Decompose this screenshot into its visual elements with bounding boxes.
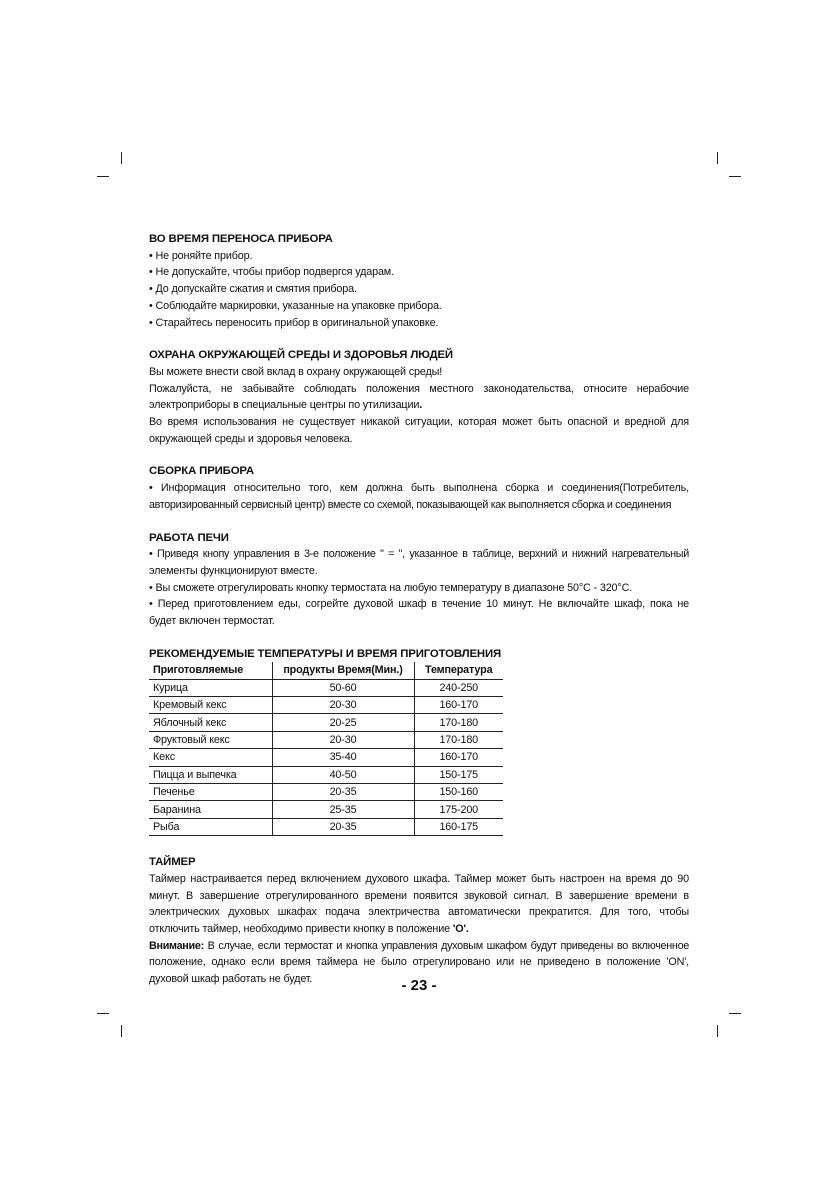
paragraph-line: Вы можете внести свой вклад в охрану окружающей среды! <box>149 365 443 378</box>
dish-cell: Пицца и выпечка <box>149 766 272 783</box>
cooking-table <box>149 662 503 836</box>
paragraph-line <box>149 938 689 955</box>
paragraph-line <box>149 397 689 414</box>
warning-label: Внимание: <box>149 939 204 952</box>
paragraph-text: В случае, если термостат и кнопка управления духовым шкафом будут приведены во включенное <box>203 939 689 952</box>
column-header: Приготовляемые <box>149 662 272 679</box>
table-row <box>149 714 503 731</box>
column-header: продукты Время(Мин.) <box>272 662 414 679</box>
section-heading: РЕКОМЕНДУЕМЫЕ ТЕМПЕРАТУРЫ И ВРЕМЯ ПРИГОТОВЛЕНИЯ <box>149 647 502 660</box>
time-cell: 40-50 <box>272 766 414 783</box>
section-heading: ОХРАНА ОКРУЖАЮЩЕЙ СРЕДЫ И ЗДОРОВЬЯ ЛЮДЕЙ <box>149 349 453 362</box>
dish-cell: Печенье <box>149 784 272 801</box>
table-row <box>149 697 503 714</box>
section-operation <box>149 530 689 630</box>
paragraph-text: электроприборы в специальные центры по утилизации <box>149 399 420 412</box>
table-body <box>149 679 503 836</box>
paragraph-line: • Вы сможете отрегулировать кнопку термостата на любую температуру в диапазоне 50°C - 320°C. <box>149 581 633 594</box>
time-cell: 20-25 <box>272 714 414 731</box>
temperature-cell: 160-175 <box>414 818 503 835</box>
table-row <box>149 679 503 696</box>
time-cell: 35-40 <box>272 749 414 766</box>
bold-period: . <box>419 399 423 412</box>
time-cell: 20-30 <box>272 697 414 714</box>
paragraph-line: положение, однако если время таймера не было отрегулировано или не приведено в положение 'ON', <box>149 956 689 969</box>
crop-mark <box>121 152 122 164</box>
table-row <box>149 818 503 835</box>
dish-cell: Фруктовый кекс <box>149 731 272 748</box>
bullet-item: • Старайтесь переносить прибор в оригинальной упаковке. <box>149 316 439 329</box>
crop-mark <box>121 1025 122 1037</box>
paragraph-line: • Информация относительно того, кем должна быть выполнена сборка и соединения(Потребитель, <box>149 482 689 495</box>
section-heading: ВО ВРЕМЯ ПЕРЕНОСА ПРИБОРА <box>149 233 333 245</box>
manual-page-content <box>149 231 689 1004</box>
paragraph-line: окружающей среды и здоровья человека. <box>149 432 353 445</box>
paragraph-line: • Приведя кнопу управления в 3-е положение " = ", указанное в таблице, верхний и нижний нагревательный <box>149 548 689 561</box>
section-environment <box>149 347 689 447</box>
crop-mark <box>717 152 718 164</box>
paragraph-line: • Перед приготовлением еды, согрейте духовой шкаф в течение 10 минут. Не включайте шкаф, пока не <box>149 598 689 611</box>
temperature-cell: 170-180 <box>414 731 503 748</box>
section-assembly <box>149 463 689 513</box>
paragraph-line: Таймер настраивается перед включением духового шкафа. Таймер может быть настроен на время до 90 <box>149 872 689 885</box>
crop-mark <box>729 176 741 177</box>
section-heading: СБОРКА ПРИБОРА <box>149 465 254 478</box>
temperature-cell: 160-170 <box>414 749 503 766</box>
paragraph-line: электрических духовых шкафах подача электричества автоматически прекратится. Для того, чтобы <box>149 906 689 919</box>
bullet-item: • Не допускайте, чтобы прибор подвергся ударам. <box>149 266 394 279</box>
paragraph-line: Пожалуйста, не забывайте соблюдать положения местного законодательства, относите нерабочие <box>149 382 689 395</box>
temperature-cell: 175-200 <box>414 801 503 818</box>
paragraph-line: элементы функционируют вместе. <box>149 564 318 577</box>
time-cell: 25-35 <box>272 801 414 818</box>
time-cell: 20-35 <box>272 818 414 835</box>
crop-mark <box>97 176 109 177</box>
dish-cell: Кекс <box>149 749 272 766</box>
bullet-item: • До допускайте сжатия и смятия прибора. <box>149 283 357 296</box>
temperature-cell: 160-170 <box>414 697 503 714</box>
bullet-item: • Соблюдайте маркировки, указанные на упаковке прибора. <box>149 299 442 312</box>
paragraph-line: минут. В завершение отрегулированного времени появится звуковой сигнал. В завершение времени в <box>149 889 689 902</box>
page-number: - 23 - <box>401 977 437 994</box>
time-cell: 20-35 <box>272 784 414 801</box>
table-header-row <box>149 662 503 679</box>
table-row <box>149 801 503 818</box>
temperature-cell: 150-160 <box>414 784 503 801</box>
bold-position: 'O'. <box>452 923 469 935</box>
table-row <box>149 731 503 748</box>
table-row <box>149 749 503 766</box>
table-row <box>149 784 503 801</box>
crop-mark <box>97 1013 109 1014</box>
paragraph-line: будет включен термостат. <box>149 615 275 628</box>
temperature-cell: 240-250 <box>414 679 503 696</box>
section-recommended-temps <box>149 646 689 836</box>
section-transport <box>149 231 689 331</box>
dish-cell: Рыба <box>149 818 272 835</box>
temperature-cell: 170-180 <box>414 714 503 731</box>
dish-cell: Курица <box>149 679 272 696</box>
table-row <box>149 766 503 783</box>
paragraph-line: Во время использования не существует никакой ситуации, которая может быть опасной и вредной для <box>149 416 689 429</box>
section-heading: РАБОТА ПЕЧИ <box>149 531 229 544</box>
paragraph-text: отключить таймер, необходимо привести кнопку в положение <box>149 923 453 935</box>
crop-mark <box>717 1025 718 1037</box>
dish-cell: Яблочный кекс <box>149 714 272 731</box>
crop-mark <box>729 1013 741 1014</box>
paragraph-line <box>149 921 689 938</box>
time-cell: 20-30 <box>272 731 414 748</box>
column-header: Температура <box>414 662 503 679</box>
temperature-cell: 150-175 <box>414 766 503 783</box>
section-timer <box>149 854 689 988</box>
paragraph-line: авторизированный сервисный центр) вместе со схемой, показывающей как выполняется сборка и соединения <box>149 498 672 511</box>
time-cell: 50-60 <box>272 679 414 696</box>
bullet-item: • Не роняйте прибор. <box>149 249 253 262</box>
section-heading: ТАЙМЕР <box>149 856 196 869</box>
paragraph-line: духовой шкаф работать не будет. <box>149 973 313 986</box>
dish-cell: Кремовый кекс <box>149 697 272 714</box>
dish-cell: Баранина <box>149 801 272 818</box>
